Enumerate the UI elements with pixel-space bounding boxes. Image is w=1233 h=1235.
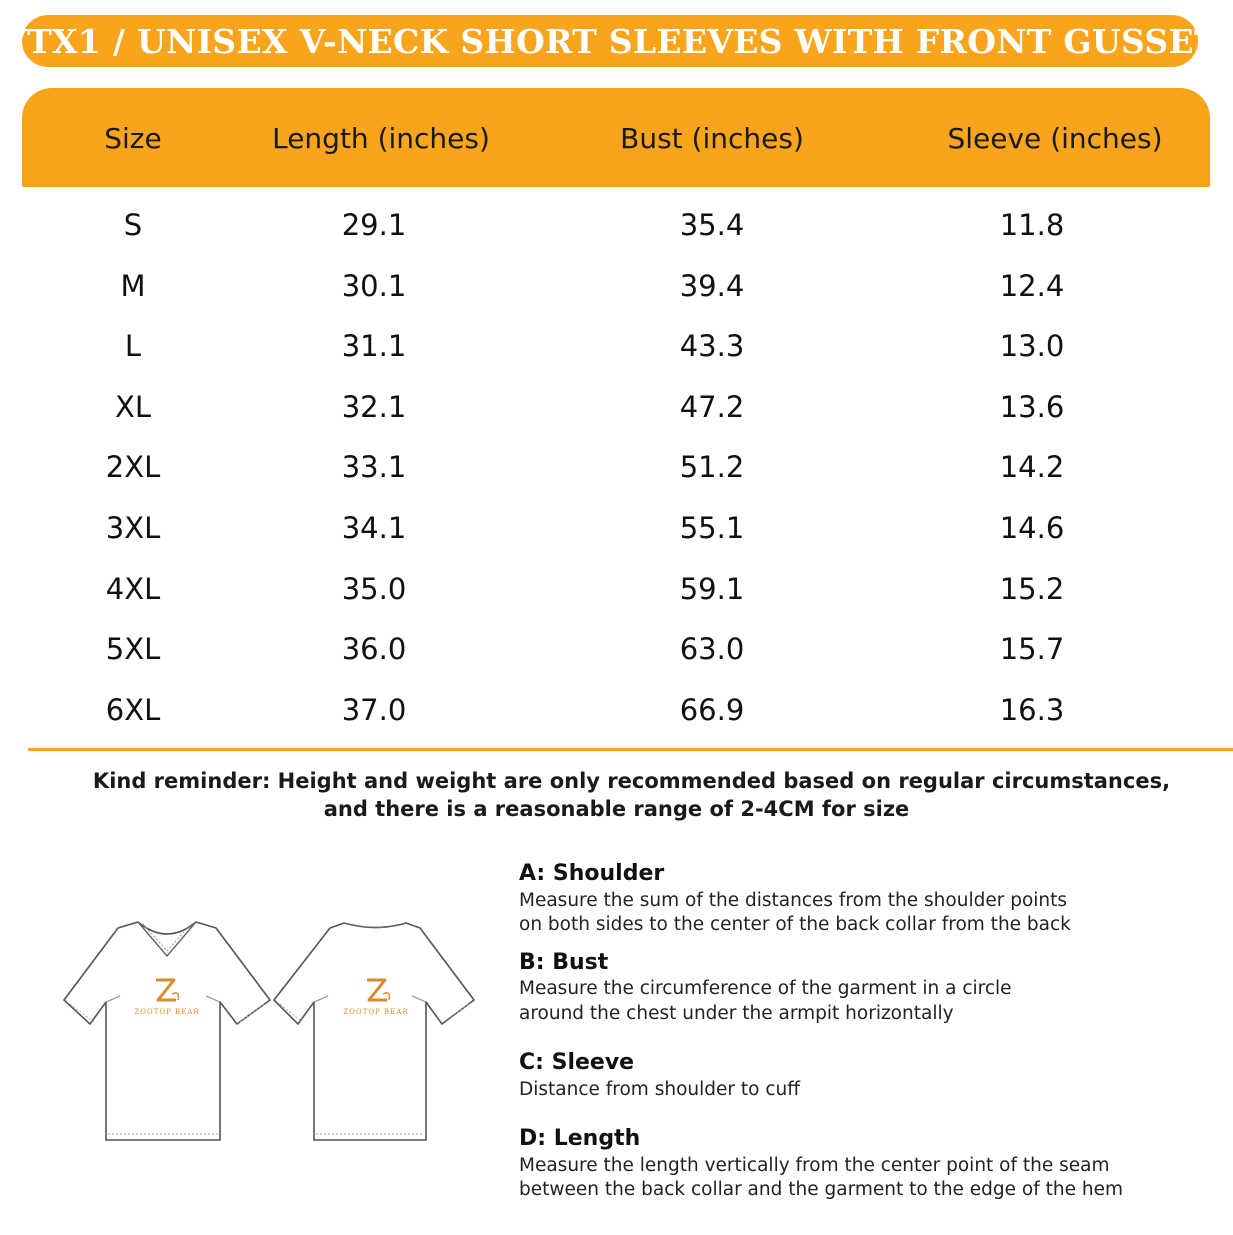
cell-length: 36.0 — [341, 632, 407, 667]
cell-size: M — [120, 268, 146, 303]
cell-sleeve: 13.0 — [999, 329, 1065, 364]
cell-bust: 59.1 — [679, 571, 745, 606]
cell-sleeve: 14.2 — [999, 450, 1065, 485]
cell-size: 6XL — [105, 692, 161, 727]
front-logo-text: ZOOTOP BEAR — [134, 1008, 200, 1016]
cell-length: 30.1 — [341, 268, 407, 303]
guide-sleeve-desc-1: Distance from shoulder to cuff — [519, 1079, 800, 1100]
guide-bust-desc-2: around the chest under the armpit horizontally — [519, 1003, 954, 1024]
cell-length: 32.1 — [341, 389, 407, 424]
reminder-line-2: and there is a reasonable range of 2-4CM for size — [323, 797, 910, 821]
back-logo-text: ZOOTOP BEAR — [343, 1008, 409, 1016]
cell-sleeve: 16.3 — [999, 692, 1065, 727]
header-length: Length (inches) — [272, 122, 490, 155]
cell-length: 33.1 — [341, 450, 407, 485]
cell-length: 35.0 — [341, 571, 407, 606]
header-bust: Bust (inches) — [620, 122, 804, 155]
cell-sleeve: 13.6 — [999, 389, 1065, 424]
guide-bust-desc-1: Measure the circumference of the garment in a circle — [519, 978, 1012, 999]
kind-reminder — [0, 767, 1233, 823]
cell-bust: 51.2 — [679, 450, 745, 485]
front-shirt-illustration — [60, 918, 275, 1148]
divider — [28, 748, 1233, 751]
cell-size: XL — [114, 389, 152, 424]
cell-length: 29.1 — [341, 208, 407, 242]
page-title: VTX1 / UNISEX V-NECK SHORT SLEEVES WITH FRONT GUSSET — [1, 21, 1219, 61]
cell-bust: 66.9 — [679, 692, 745, 727]
cell-bust: 43.3 — [679, 329, 745, 364]
cell-sleeve: 15.7 — [999, 632, 1065, 667]
cell-bust: 55.1 — [679, 511, 745, 545]
guide-sleeve-title: C: Sleeve — [519, 1050, 635, 1075]
cell-size: 2XL — [105, 450, 161, 485]
guide-shoulder-desc-1: Measure the sum of the distances from the shoulder points — [519, 890, 1068, 911]
cell-bust: 47.2 — [679, 389, 745, 424]
cell-bust: 35.4 — [679, 208, 745, 242]
cell-sleeve: 14.6 — [999, 511, 1065, 545]
cell-size: 5XL — [105, 632, 161, 667]
cell-size: S — [123, 208, 143, 242]
header-size: Size — [104, 122, 162, 155]
cell-length: 31.1 — [341, 329, 407, 364]
guide-bust-title: B: Bust — [519, 950, 609, 975]
cell-sleeve: 11.8 — [999, 208, 1065, 242]
cell-size: 3XL — [105, 511, 161, 545]
guide-length-desc-1: Measure the length vertically from the center point of the seam — [519, 1155, 1110, 1176]
guide-length-desc-2: between the back collar and the garment to the edge of the hem — [519, 1179, 1124, 1200]
cell-size: 4XL — [105, 571, 161, 606]
guide-shoulder-title: A: Shoulder — [519, 861, 665, 886]
guide-length-title: D: Length — [519, 1126, 641, 1151]
cell-length: 37.0 — [341, 692, 407, 727]
cell-size: L — [124, 329, 142, 364]
cell-sleeve: 15.2 — [999, 571, 1065, 606]
reminder-line-1: Kind reminder: Height and weight are only recommended based on regular circumstances, — [92, 769, 1171, 793]
back-shirt-illustration — [270, 918, 480, 1148]
header-sleeve: Sleeve (inches) — [947, 122, 1163, 155]
cell-sleeve: 12.4 — [999, 268, 1065, 303]
guide-shoulder-desc-2: on both sides to the center of the back collar from the back — [519, 914, 1071, 935]
title-banner — [1, 15, 1219, 67]
cell-bust: 39.4 — [679, 268, 745, 303]
cell-length: 34.1 — [341, 511, 407, 545]
cell-bust: 63.0 — [679, 632, 745, 667]
